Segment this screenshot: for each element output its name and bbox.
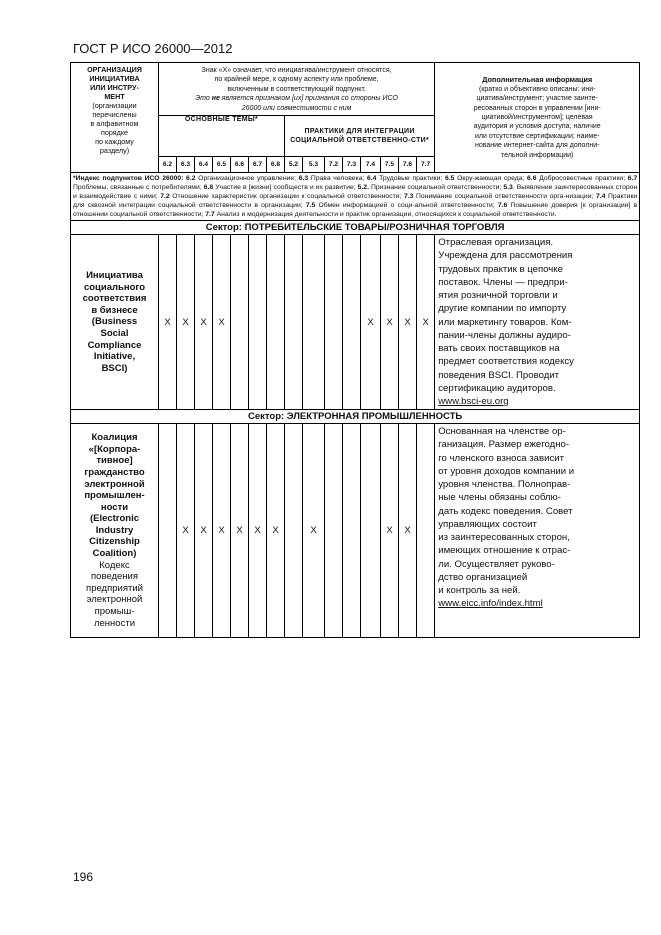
info-line: дство организацией (438, 571, 528, 583)
website-link: www.bsci-eu.org (438, 395, 509, 407)
footnote-text: Отношение характеристик организации к социальной ответственности; (169, 193, 404, 201)
footnote-code: 6.4 (367, 175, 377, 182)
practices-header: ПРАКТИКИ ДЛЯ ИНТЕГРАЦИИ СОЦИАЛЬНОЙ ОТВЕТСТВЕННО-СТИ* (285, 116, 435, 157)
footnote-text: Добросовестные практики; (536, 175, 628, 182)
footnote-text: Практики для сквозной интеграции социальной ответственности в организации; (73, 193, 638, 210)
core-themes-header: ОСНОВНЫЕ ТЕМЫ* (159, 116, 285, 157)
clause-code-cell: 5.3 (303, 157, 325, 173)
initiative-name-line: гражданство (84, 467, 145, 479)
initiative-subtitle-line: промыш- (94, 605, 135, 617)
clause-code-cell: 6.4 (195, 157, 213, 173)
legend-line-emphasis: Это не является признаком [их] признания со стороны ИСО (195, 95, 398, 103)
x-mark-cell (285, 235, 303, 410)
info-line: предмет соответствия кодексу (438, 356, 574, 368)
page-number: 196 (73, 870, 94, 884)
x-mark-cell: X (177, 424, 195, 638)
initiative-name-line: Social (100, 327, 129, 339)
info-line: дать кодекс поведения. Совет (438, 505, 573, 517)
sector-row (71, 410, 640, 424)
initiative-row (71, 235, 640, 410)
x-mark-cell (417, 424, 435, 638)
footnote-code: 7.6 (497, 202, 508, 210)
initiatives-table (70, 62, 640, 638)
info-column-header (435, 63, 640, 173)
info-line: Основанная на членстве ор- (438, 426, 566, 438)
clause-code-cell: 7.7 (417, 157, 435, 173)
clause-index-footnote (71, 173, 640, 221)
initiative-name-line: электронной (84, 478, 145, 490)
info-line: или маркетингу товаров. Ком- (438, 316, 572, 328)
clause-code-cell: 6.2 (159, 157, 177, 173)
x-mark-cell: X (399, 235, 417, 410)
clause-code-cell: 7.3 (343, 157, 361, 173)
org-header-line: МЕНТ (104, 92, 125, 101)
info-line: поведения BSCI. Проводит (438, 369, 560, 381)
info-line: управляющих состоит (438, 518, 537, 530)
initiative-name (71, 235, 159, 410)
initiative-name-line: соответствия (82, 293, 147, 305)
x-mark-cell (343, 235, 361, 410)
footnote-text: Повышение доверия [к организации] в отношении социальной ответственности; (73, 202, 638, 219)
info-header-line: тельной информации) (501, 151, 574, 159)
footnote-text: . Выявление заинтересованных сторон и взаимодействие с ними; (73, 184, 638, 201)
org-header-line: ОРГАНИЗАЦИЯ (87, 65, 142, 74)
footnote-text: Организационное управление; (195, 175, 299, 182)
initiative-name-line: (Business (91, 316, 138, 328)
info-line: от уровня доходов компании и (438, 465, 575, 477)
clause-code-cell: 6.8 (267, 157, 285, 173)
footnote-code: 6.7 (627, 175, 638, 182)
x-mark-cell: X (303, 424, 325, 638)
x-mark-cell (267, 235, 285, 410)
initiative-name-line: BSCI) (101, 362, 128, 374)
x-mark-cell: X (399, 424, 417, 638)
footnote-code: 7.5 (305, 202, 316, 210)
legend-line: по крайней мере, к одному аспекту или проблеме, (214, 76, 379, 84)
legend-line: Знак «X» означает, что инициатива/инструмент относятся, (201, 67, 392, 74)
initiative-name-line: «[Корпора- (88, 443, 141, 455)
website-link: www.eicc.info/index.html (438, 598, 543, 610)
info-line: из заинтересованных сторон, (438, 532, 570, 544)
x-mark-cell (231, 235, 249, 410)
footnote-row (71, 173, 640, 221)
initiative-subtitle-line: Кодекс (99, 559, 130, 571)
x-mark-cell (303, 235, 325, 410)
initiative-name-line: Industry (95, 524, 134, 536)
initiative-subtitle-line: электронной (86, 594, 143, 606)
x-mark-cell: X (195, 424, 213, 638)
document-header: ГОСТ Р ИСО 26000—2012 (73, 41, 233, 56)
info-line: имеющих отношение к отрас- (438, 545, 571, 557)
info-line: го членского взноса зависит (438, 452, 565, 464)
org-header-note-line: (организации (92, 101, 137, 110)
footnote-text: Проблемы, связанные с потребителями; (73, 184, 204, 192)
x-mark-cell: X (381, 424, 399, 638)
footnote-text: Понимание социальной ответственности орга-низации; (413, 193, 596, 201)
sector-row (71, 221, 640, 235)
x-mark-cell (249, 235, 267, 410)
x-mark-cell (159, 424, 177, 638)
org-header-line: ИНИЦИАТИВА (89, 74, 140, 83)
x-mark-cell: X (267, 424, 285, 638)
clause-code-cell: 6.7 (249, 157, 267, 173)
info-line: Учреждена для рассмотрения (438, 250, 573, 262)
clause-code-cell: 6.5 (213, 157, 231, 173)
x-mark-cell (343, 424, 361, 638)
x-mark-cell: X (381, 235, 399, 410)
footnote-code: 6.3 (298, 175, 309, 182)
footnote-text: Анализ и модернизация деятельности и практик организации, относящихся к социальной ответственности. (214, 211, 557, 219)
info-line: уровня членства. Полноправ- (438, 479, 571, 491)
sector-title: Сектор: ПОТРЕБИТЕЛЬСКИЕ ТОВАРЫ/РОЗНИЧНАЯ ТОРГОВЛЯ (71, 221, 640, 235)
footnote-code: 5.2. (357, 184, 369, 192)
initiative-name-line: социального (83, 281, 146, 293)
x-mark-cell: X (213, 424, 231, 638)
org-header-note-line: порядке (100, 128, 129, 137)
initiative-name-line: Инициатива (86, 270, 143, 282)
footnote-code: 6.6 (527, 175, 537, 182)
x-mark-cell: X (417, 235, 435, 410)
info-line: Отраслевая организация. (438, 237, 554, 249)
footnote-text: Признание социальной ответственности; (368, 184, 504, 192)
info-header-line: ресованных сторон в управлении [ини- (473, 104, 601, 112)
x-mark-cell: X (231, 424, 249, 638)
info-header-title: Дополнительная информация (482, 74, 593, 84)
footnote-code: 6.8 (203, 184, 214, 192)
x-mark-cell (325, 424, 343, 638)
footnote-code: *Индекс подпунктов ИСО 26000: 6.2 (73, 175, 196, 182)
footnote-text: Окру-жающая среда; (454, 175, 528, 182)
initiative-subtitle-line: ленности (93, 617, 135, 629)
x-mark-cell (361, 424, 381, 638)
info-line: сертификацию аудиторов. (438, 382, 556, 394)
org-header-note-line: разделу) (99, 146, 130, 155)
initiative-name-line: ности (100, 501, 129, 513)
info-header-line: циативой/инструментом]; целевая (481, 113, 593, 121)
footnote-text: Участие в [жизни] сообществ и их развитие; (213, 184, 358, 192)
x-mark-cell (285, 424, 303, 638)
initiative-subtitle-line: поведения (91, 571, 138, 583)
info-line: ганизация. Размер ежегодно- (438, 439, 570, 451)
info-header-line: нование интернет-сайта для дополни- (474, 142, 600, 150)
info-line: пании-члены должны аудиро- (438, 329, 571, 341)
info-header-line: циатива/инструмент; участие заинте- (476, 95, 598, 103)
info-line: ятия розничной торговли и (438, 290, 558, 302)
info-line: ли. Осуществляет руково- (438, 558, 555, 570)
initiative-info (435, 424, 640, 638)
header-row-top (71, 63, 640, 116)
legend-line: 26000 или совместимости с ним (241, 104, 352, 112)
footnote-text: Обмен информацией о соци-альной ответственности; (315, 202, 498, 210)
footnote-code: 6.5 (445, 175, 455, 182)
initiative-name-line: Citizenship (89, 536, 140, 548)
info-line: вать своих поставщиков на (438, 343, 560, 355)
x-mark-cell: X (195, 235, 213, 410)
footnote-text: Права человека; (308, 175, 367, 182)
footnote-code: 7.4 (596, 193, 606, 201)
x-mark-cell: X (177, 235, 195, 410)
legend-cell (159, 63, 435, 116)
initiative-name-line: (Electronic (89, 513, 140, 525)
org-header-note-line: по каждому (95, 137, 134, 146)
initiative-row (71, 424, 640, 638)
clause-code-cell: 7.6 (399, 157, 417, 173)
clause-code-cell: 7.2 (325, 157, 343, 173)
footnote-code: 5.3 (503, 184, 513, 192)
info-header-line: или отсутствие сертификации; наиме- (474, 132, 600, 140)
x-mark-cell: X (159, 235, 177, 410)
initiative-name-line: в бизнесе (91, 304, 138, 316)
x-mark-cell (325, 235, 343, 410)
initiative-info (435, 235, 640, 410)
initiative-name-line: Coalition) (92, 548, 137, 560)
x-mark-cell: X (361, 235, 381, 410)
org-header-note-line: в алфавитном (90, 119, 139, 128)
x-mark-cell: X (213, 235, 231, 410)
info-line: трудовых практик в цепочке (438, 263, 563, 275)
org-header-line: ИЛИ ИНСТРУ- (90, 83, 139, 92)
clause-code-cell: 7.4 (361, 157, 381, 173)
initiative-name (71, 424, 159, 638)
initiative-name-line: тивное] (96, 455, 133, 467)
clause-code-cell: 6.3 (177, 157, 195, 173)
legend-line: включенным в соответствующий подпункт. (227, 85, 366, 93)
info-line: ные члены обязаны соблю- (438, 492, 561, 504)
info-line: другие компании по импорту (438, 303, 567, 315)
clause-code-cell: 7.5 (381, 157, 399, 173)
clause-code-cell: 6.6 (231, 157, 249, 173)
x-mark-cell: X (249, 424, 267, 638)
info-line: и контроль за ней. (438, 585, 521, 597)
info-header-line: (кратко и объективно описаны: ини- (478, 85, 596, 93)
org-header-note-line: перечислены (92, 110, 137, 119)
initiative-name-line: промышлен- (84, 490, 145, 502)
info-header-line: аудитория и условия доступа; наличие (473, 123, 601, 131)
sector-title: Сектор: ЭЛЕКТРОННАЯ ПРОМЫШЛЕННОСТЬ (71, 410, 640, 424)
org-column-header (71, 63, 159, 173)
footnote-code: 7.2 (160, 193, 170, 201)
initiative-name-line: Коалиция (91, 432, 138, 444)
info-line: поставок. Члены — предпри- (438, 276, 568, 288)
footnote-code: 7.7 (205, 211, 215, 219)
initiative-subtitle-line: предприятий (86, 582, 143, 594)
initiative-name-line: Compliance (87, 339, 142, 351)
footnote-code: 7.3 (404, 193, 414, 201)
initiative-name-line: Initiative, (93, 351, 136, 363)
clause-code-cell: 5.2 (285, 157, 303, 173)
footnote-text: Трудовые практики; (376, 175, 445, 182)
